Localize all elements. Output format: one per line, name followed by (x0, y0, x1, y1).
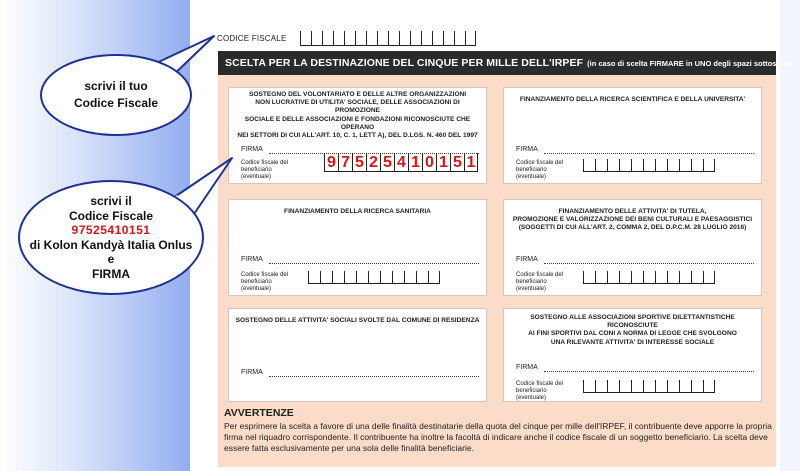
form-title-bar (218, 51, 795, 75)
firma-field[interactable] (544, 371, 754, 372)
cf-beneficiario-input[interactable] (583, 160, 715, 172)
avvertenze-section (224, 407, 772, 454)
box-heading: FINANZIAMENTO DELLA RICERCA SCIENTIFICA E DELLA UNIVERSITA' (519, 96, 746, 103)
beneficiario-cf-filled[interactable]: 9 7 5 2 5 4 1 0 1 5 1 (324, 153, 478, 172)
codice-fiscale-label: CODICE FISCALE (217, 34, 287, 43)
speech-bubble-codice-fiscale (40, 54, 192, 136)
cf-beneficiario-input[interactable] (583, 381, 715, 393)
cf-beneficiario-label: Codice fiscale del beneficiario (eventuale) (241, 272, 289, 292)
form-title-note: (in caso di scelta FIRMARE in UNO degli spazi sottostanti) (587, 58, 795, 68)
cf-beneficiario-input[interactable] (583, 272, 715, 284)
firma-label: FIRMA (241, 256, 263, 263)
box-volontariato (228, 87, 487, 184)
box-ricerca-sanitaria (228, 199, 487, 296)
bubble2-line1: scrivi il (90, 194, 132, 208)
cinque-per-mille-form (218, 51, 795, 467)
bubble2-line4: di Kolon Kandyà Italia Onlus (29, 237, 193, 252)
bubble1-line2: Codice Fiscale (73, 96, 159, 110)
firma-field[interactable] (269, 263, 479, 264)
firma-field[interactable] (544, 153, 754, 154)
box-heading: FINANZIAMENTO DELLA RICERCA SANITARIA (284, 208, 431, 215)
bubble2-cf-number: 97525410151 (71, 223, 151, 237)
box-comune-residenza (228, 308, 487, 402)
speech-bubble-instructions (18, 180, 204, 295)
firma-label: FIRMA (241, 369, 263, 376)
avvertenze-title: AVVERTENZE (224, 407, 294, 419)
codice-fiscale-input[interactable] (300, 32, 476, 46)
form-title: SCELTA PER LA DESTINAZIONE DEL CINQUE PER MILLE DELL'IRPEF (225, 57, 584, 69)
bubble2-line6: FIRMA (92, 266, 130, 281)
firma-field[interactable] (544, 263, 754, 264)
right-margin-strip (780, 0, 800, 471)
box-heading: SOSTEGNO DELLE ATTIVITA' SOCIALI SVOLTE DAL COMUNE DI RESIDENZA (235, 317, 480, 324)
firma-label: FIRMA (241, 146, 263, 153)
cf-beneficiario-label: Codice fiscale del beneficiario (eventuale) (516, 381, 564, 401)
codice-fiscale-header (217, 26, 476, 46)
box-heading: FINANZIAMENTO DELLE ATTIVITA' DI TUTELA, PROMOZIONE E VALORIZZAZIONE DEI BENI CULTURALI E PAESAGGISTICI (SOGGETTI DI CUI ALL'ART. 2, COMMA 2, DEL D.P.C.M. 28 LUGLIO 2016) (512, 208, 753, 232)
firma-label: FIRMA (516, 256, 538, 263)
bubble2-line2: Codice Fiscale (68, 208, 154, 223)
box-beni-culturali (503, 199, 762, 296)
bubble2-line5: e (107, 252, 115, 266)
bubble1-line1: scrivi il tuo (84, 79, 148, 93)
box-heading: SOSTEGNO ALLE ASSOCIAZIONI SPORTIVE DILETTANTISTICHE RICONOSCIUTE AI FINI SPORTIVI DAL CONI A NORMA DI LEGGE CHE SVOLGONO UNA RILEVANTE ATTIVITA' DI INTERESSE SOCIALE (528, 314, 737, 346)
firma-field[interactable] (269, 376, 479, 377)
cf-beneficiario-label: Codice fiscale del beneficiario (eventuale) (241, 160, 289, 180)
cf-beneficiario-label: Codice fiscale del beneficiario (eventuale) (516, 272, 564, 292)
cf-beneficiario-label: Codice fiscale del beneficiario (eventuale) (516, 160, 564, 180)
cf-beneficiario-input[interactable] (308, 272, 440, 284)
box-associazioni-sportive (503, 308, 762, 402)
firma-label: FIRMA (516, 364, 538, 371)
avvertenze-text: Per esprimere la scelta a favore di una delle finalità destinatarie della quota del cinque per mille dell'IRPEF, il contribuente deve apporre la propria firma nel riquadro corrispondente. Il contribuente ha inoltre la facoltà di indicare anche il codice fiscale di un soggetto beneficiario. La scelta deve essere fatta esclusivamente per una sola delle finalità beneficiarie. (224, 421, 772, 453)
box-heading: SOSTEGNO DEL VOLONTARIATO E DELLE ALTRE ORGANIZZAZIONI NON LUCRATIVE DI UTILITA' SOCIALE, DELLE ASSOCIAZIONI DI PROMOZIONE SOCIALE E DELLE ASSOCIAZIONI E FONDAZIONI RICONOSCIUTE CHE OPERANO NEI SETTORI DI CUI ALL'ART. 10, C. 1, LETT A), DEL D.LGS. N. 460 DEL 1997 (237, 91, 478, 140)
box-ricerca-scientifica (503, 87, 762, 184)
firma-label: FIRMA (516, 146, 538, 153)
